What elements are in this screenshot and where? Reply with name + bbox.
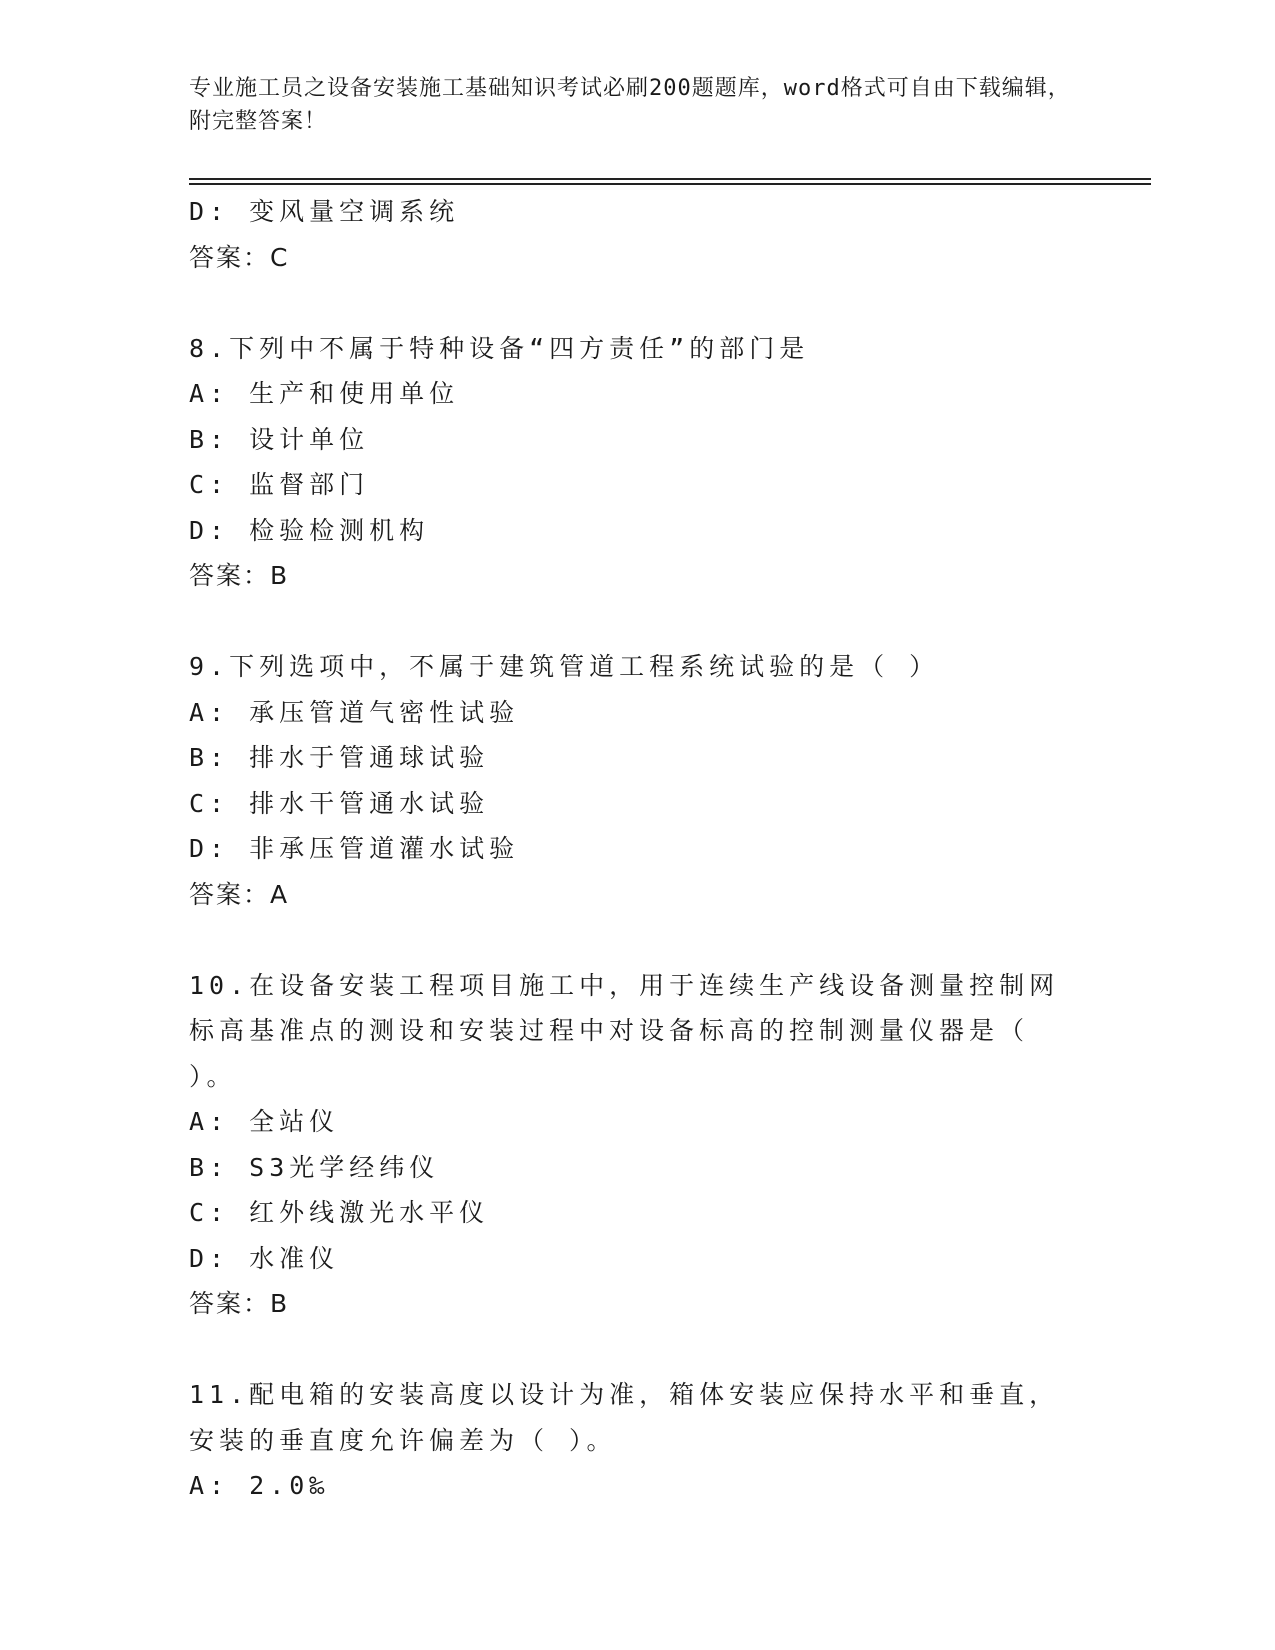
question-block-8 <box>189 326 1089 599</box>
question-text: 11.配电箱的安装高度以设计为准，箱体安装应保持水平和垂直，安装的垂直度允许偏差为（ ）。 <box>189 1380 1060 1455</box>
question-text: 8.下列中不属于特种设备“四方责任”的部门是 <box>189 333 810 363</box>
question-block-11 <box>189 1372 1089 1509</box>
document-content <box>189 189 1089 1509</box>
option-d: D: 水准仪 <box>189 1243 340 1273</box>
question-block-9 <box>189 644 1089 917</box>
answer: 答案：A <box>189 879 290 909</box>
question-block-10 <box>189 963 1089 1327</box>
option-b: B: 排水于管通球试验 <box>189 743 490 772</box>
option-a: A: 承压管道气密性试验 <box>189 697 520 727</box>
option-a: A: 2.0‰ <box>189 1471 330 1500</box>
prev-question-answer: 答案：C <box>189 242 290 272</box>
spacer <box>189 280 1089 326</box>
option-c: C: 红外线激光水平仪 <box>189 1198 490 1227</box>
option-a: A: 生产和使用单位 <box>189 379 460 408</box>
option-a: A: 全站仪 <box>189 1107 340 1136</box>
option-b: B: S3光学经纬仪 <box>189 1152 440 1182</box>
answer: 答案：B <box>189 561 290 590</box>
header-rule-bottom <box>189 183 1151 185</box>
option-d: D: 非承压管道灌水试验 <box>189 834 520 863</box>
prev-question-option-d: D: 变风量空调系统 <box>189 197 460 226</box>
header-rule-top <box>189 178 1151 180</box>
answer: 答案：B <box>189 1289 290 1318</box>
spacer <box>189 599 1089 645</box>
question-text: 9.下列选项中，不属于建筑管道工程系统试验的是（ ） <box>189 652 940 681</box>
spacer <box>189 1327 1089 1373</box>
document-header: 专业施工员之设备安装施工基础知识考试必刷200题题库，word格式可自由下载编辑，附完整答案！ <box>189 76 1071 134</box>
option-b: B: 设计单位 <box>189 424 370 454</box>
question-text: 10.在设备安装工程项目施工中，用于连续生产线设备测量控制网标高基准点的测设和安装过程中对设备标高的控制测量仪器是（ ）。 <box>189 970 1060 1091</box>
option-c: C: 监督部门 <box>189 470 370 499</box>
option-d: D: 检验检测机构 <box>189 515 430 545</box>
spacer <box>189 917 1089 963</box>
option-c: C: 排水干管通水试验 <box>189 788 490 818</box>
